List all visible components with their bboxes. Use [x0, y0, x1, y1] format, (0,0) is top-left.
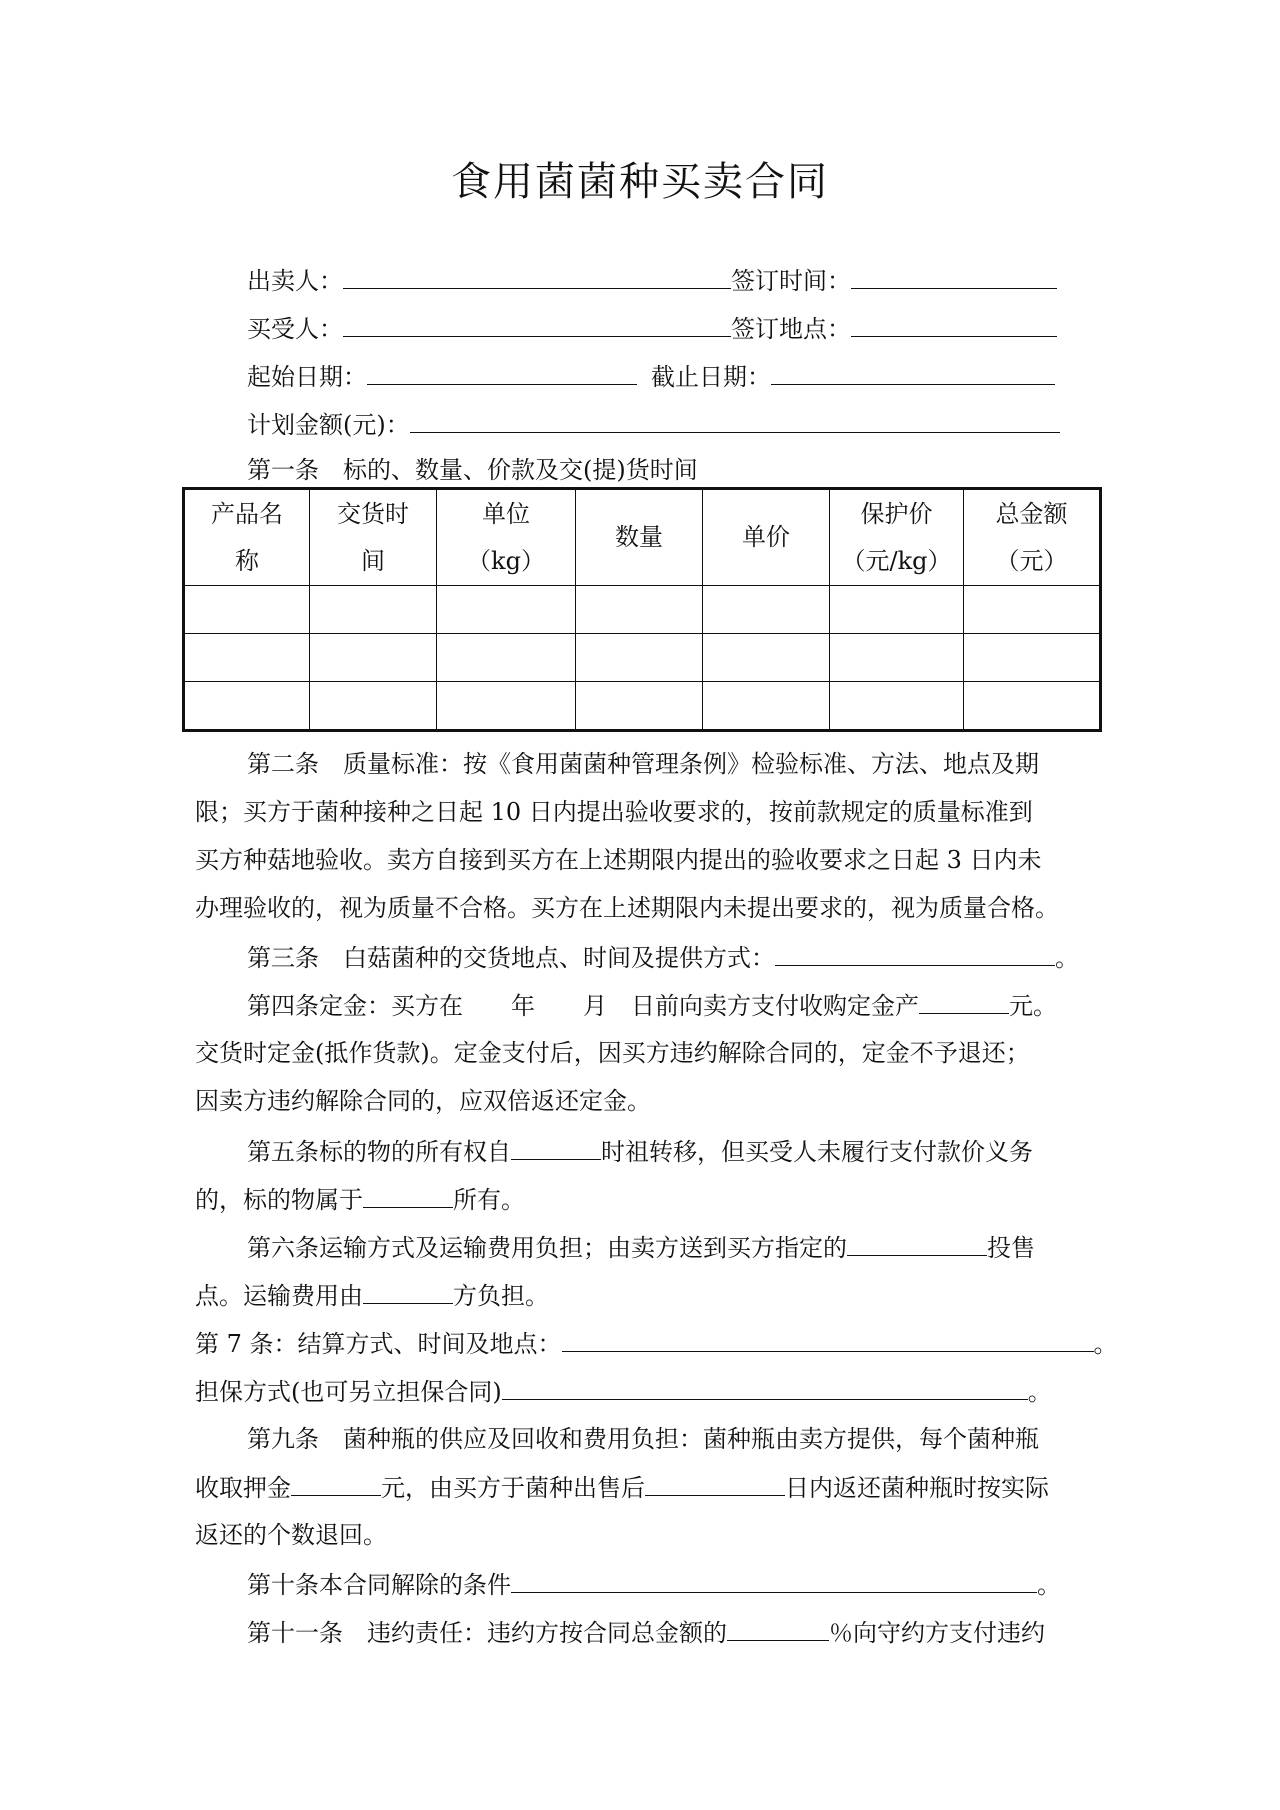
buyer-label: 买受人：	[247, 315, 343, 343]
article-9-text: 收取押金	[195, 1474, 291, 1502]
article-6-line-1	[247, 1233, 1035, 1262]
article-9-line-1: 第九条 菌种瓶的供应及回收和费用负担：菌种瓶由卖方提供，每个菌种瓶	[247, 1425, 1039, 1453]
header-unit-price: 单价	[703, 489, 830, 586]
header-product-name: 产品名 称	[184, 489, 310, 586]
article-9-text-3: 日内返还菌种瓶时按实际	[785, 1474, 1049, 1502]
sale-point-field[interactable]	[847, 1233, 987, 1256]
table-cell[interactable]	[184, 586, 310, 634]
deposit-amount-field[interactable]	[919, 991, 1009, 1014]
article-3-end: 。	[1055, 944, 1079, 972]
article-4-line-1	[247, 991, 1057, 1020]
table-cell[interactable]	[576, 634, 703, 682]
table-cell[interactable]	[703, 682, 830, 731]
seller-line	[247, 266, 1057, 295]
table-row	[184, 634, 1101, 682]
article-4-line-3: 因卖方违约解除合同的，应双倍返还定金。	[195, 1087, 651, 1115]
buyer-field[interactable]	[343, 314, 731, 337]
table-cell[interactable]	[576, 586, 703, 634]
article-6-text-3: 点。运输费用由	[195, 1282, 363, 1310]
article-9-text-2: 元，由买方于菌种出售后	[381, 1474, 645, 1502]
article-4-unit: 元。	[1009, 992, 1057, 1020]
article-6-line-2	[195, 1281, 549, 1310]
table-cell[interactable]	[437, 586, 576, 634]
table-cell[interactable]	[437, 634, 576, 682]
guarantee-line	[195, 1377, 1052, 1406]
table-cell[interactable]	[964, 586, 1101, 634]
buyer-line	[247, 314, 1057, 343]
article-2-line-2: 限；买方于菌种接种之日起 10 日内提出验收要求的，按前款规定的质量标准到	[195, 798, 1033, 826]
article-9-line-2	[195, 1473, 1049, 1502]
amount-line	[247, 410, 1060, 439]
table-cell[interactable]	[310, 682, 437, 731]
article-5-end: 所有。	[453, 1186, 525, 1214]
header-unit: 单位 （kg）	[437, 489, 576, 586]
ownership-transfer-field[interactable]	[511, 1137, 601, 1160]
sign-place-field[interactable]	[851, 314, 1057, 337]
sign-time-label: 签订时间：	[731, 267, 851, 295]
planned-amount-field[interactable]	[410, 410, 1060, 433]
header-protected-price: 保护价 （元/kg）	[830, 489, 964, 586]
goods-table	[182, 487, 1102, 732]
article-5-text: 第五条标的物的所有权自	[247, 1138, 511, 1166]
article-1-heading: 第一条 标的、数量、价款及交(提)货时间	[247, 456, 698, 484]
article-10	[247, 1570, 1061, 1599]
article-2-line-4: 办理验收的，视为质量不合格。买方在上述期限内未提出要求的，视为质量合格。	[195, 894, 1059, 922]
end-date-label: 截止日期：	[651, 363, 771, 391]
article-6-end: 方负担。	[453, 1282, 549, 1310]
article-7	[195, 1329, 1118, 1358]
document-title: 食用菌菌种买卖合同	[451, 159, 829, 205]
article-5-text-3: 的，标的物属于	[195, 1186, 363, 1214]
seller-label: 出卖人：	[247, 267, 343, 295]
table-row	[184, 586, 1101, 634]
article-2-line-1: 第二条 质量标准：按《食用菌菌种管理条例》检验标准、方法、地点及期	[247, 750, 1039, 778]
article-7-end: 。	[1093, 1330, 1118, 1358]
article-6-text-2: 投售	[987, 1234, 1035, 1262]
article-11	[247, 1618, 1045, 1647]
table-cell[interactable]	[830, 586, 964, 634]
penalty-percent-field[interactable]	[727, 1618, 829, 1641]
article-9-line-3: 返还的个数退回。	[195, 1521, 387, 1549]
termination-conditions-field[interactable]	[511, 1570, 1037, 1593]
article-5-line-2	[195, 1185, 525, 1214]
article-2-line-3: 买方种菇地验收。卖方自接到买方在上述期限内提出的验收要求之日起 3 日内未	[195, 846, 1042, 874]
table-cell[interactable]	[310, 586, 437, 634]
bottle-deposit-field[interactable]	[291, 1473, 381, 1496]
goods-table-wrapper	[182, 487, 1102, 732]
article-3	[247, 943, 1079, 972]
table-cell[interactable]	[964, 634, 1101, 682]
article-5-line-1	[247, 1137, 1033, 1166]
article-11-text-2: ％向守约方支付违约	[829, 1619, 1045, 1647]
table-cell[interactable]	[437, 682, 576, 731]
table-cell[interactable]	[830, 634, 964, 682]
end-date-field[interactable]	[771, 362, 1055, 385]
sign-time-field[interactable]	[851, 266, 1057, 289]
table-cell[interactable]	[184, 682, 310, 731]
start-date-label: 起始日期：	[247, 363, 367, 391]
start-date-field[interactable]	[367, 362, 637, 385]
return-days-field[interactable]	[645, 1473, 785, 1496]
guarantee-text: 担保方式(也可另立担保合同)	[195, 1378, 502, 1406]
article-5-text-2: 时祖转移，但买受人未履行支付款价义务	[601, 1138, 1033, 1166]
table-cell[interactable]	[576, 682, 703, 731]
article-7-text: 第 7 条：结算方式、时间及地点：	[195, 1330, 562, 1358]
seller-field[interactable]	[343, 266, 731, 289]
freight-payer-field[interactable]	[363, 1281, 453, 1304]
table-header-row	[184, 489, 1101, 586]
header-total-amount: 总金额 （元）	[964, 489, 1101, 586]
guarantee-field[interactable]	[502, 1377, 1028, 1400]
settlement-field[interactable]	[562, 1329, 1094, 1352]
article-10-end: 。	[1037, 1571, 1061, 1599]
article-6-text: 第六条运输方式及运输费用负担；由卖方送到买方指定的	[247, 1234, 847, 1262]
owner-field[interactable]	[363, 1185, 453, 1208]
table-cell[interactable]	[310, 634, 437, 682]
table-cell[interactable]	[184, 634, 310, 682]
table-cell[interactable]	[830, 682, 964, 731]
date-line	[247, 362, 1055, 391]
article-10-text: 第十条本合同解除的条件	[247, 1571, 511, 1599]
article-3-text: 第三条 白菇菌种的交货地点、时间及提供方式：	[247, 944, 775, 972]
table-cell[interactable]	[964, 682, 1101, 731]
table-cell[interactable]	[703, 586, 830, 634]
article-4-text: 第四条定金：买方在 年 月 日前向卖方支付收购定金产	[247, 992, 919, 1020]
guarantee-end: 。	[1027, 1378, 1052, 1406]
delivery-method-field[interactable]	[775, 943, 1055, 966]
header-delivery-time: 交货时 间	[310, 489, 437, 586]
sign-place-label: 签订地点：	[731, 315, 851, 343]
article-4-line-2: 交货时定金(抵作货款)。定金支付后，因买方违约解除合同的，定金不予退还；	[195, 1039, 1030, 1067]
planned-amount-label: 计划金额(元)：	[247, 411, 410, 439]
header-quantity: 数量	[576, 489, 703, 586]
table-row	[184, 682, 1101, 731]
table-cell[interactable]	[703, 634, 830, 682]
article-11-text: 第十一条 违约责任：违约方按合同总金额的	[247, 1619, 727, 1647]
